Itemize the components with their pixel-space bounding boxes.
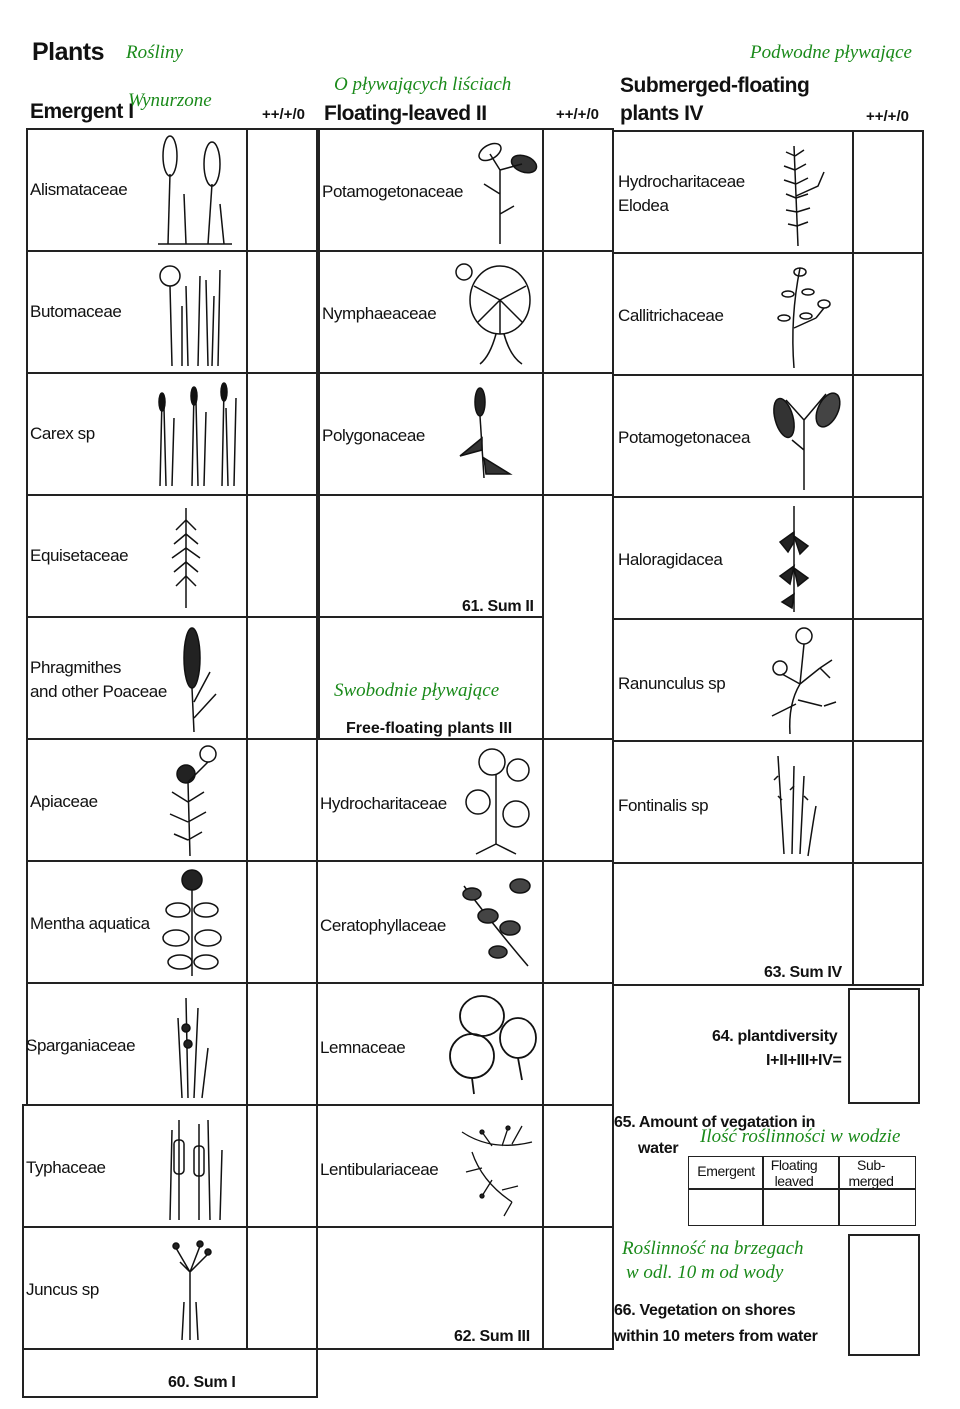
emergent-label: Juncus sp <box>26 1280 99 1299</box>
floating-mark-cell[interactable] <box>542 128 614 252</box>
rush-icon <box>160 1232 242 1344</box>
submerged-label: Potamogetonacea <box>618 428 750 447</box>
shores-line2: within 10 meters from water <box>614 1328 818 1345</box>
pondweed-icon <box>764 380 850 492</box>
submerged-mark-cell[interactable] <box>852 618 924 742</box>
shores-line1: 66. Vegetation on shores <box>614 1302 796 1319</box>
free-floating-mark-cell[interactable] <box>542 982 614 1106</box>
free-floating-mark-cell[interactable] <box>542 738 614 862</box>
col-header-submerged-line2: plants IV <box>620 102 704 125</box>
horsetail-icon <box>148 500 242 612</box>
emergent-label: Carex sp <box>30 424 95 443</box>
hornwort-icon <box>454 866 542 978</box>
submerged-label: Ranunculus sp <box>618 674 726 693</box>
col-marks-floating: ++/+/0 <box>556 106 599 123</box>
emergent-mark-cell[interactable] <box>246 372 318 496</box>
duckweed-icon <box>442 990 542 1096</box>
pondweed-icon <box>470 134 542 246</box>
submerged-mark-cell[interactable] <box>852 740 924 864</box>
emergent-mark-cell[interactable] <box>246 128 318 252</box>
submerged-mark-cell[interactable] <box>852 496 924 620</box>
sum-iv-cell[interactable] <box>852 862 924 986</box>
floating-label: Potamogetonaceae <box>322 182 464 201</box>
emergent-mark-cell[interactable] <box>246 982 318 1106</box>
emergent-mark-cell[interactable] <box>246 860 318 984</box>
amount-floating-input[interactable] <box>762 1188 840 1226</box>
shores-title-pl-line2: w odl. 10 m od wody <box>626 1262 784 1283</box>
amount-submerged-label-line2: merged <box>848 1173 894 1189</box>
emergent-label: Equisetaceae <box>30 546 129 565</box>
col-header-floating-pl: O pływających liściach <box>334 74 512 95</box>
emergent-mark-cell[interactable] <box>246 494 318 618</box>
col-header-emergent: Emergent I <box>30 100 134 123</box>
free-floating-mark-cell[interactable] <box>542 1104 614 1228</box>
knotweed-icon <box>450 378 542 490</box>
emergent-label-line1: Phragmithes <box>30 658 122 677</box>
amount-vegetation-line2: water <box>638 1140 679 1157</box>
col-header-submerged-line1: Submerged-floating <box>620 74 810 97</box>
flowering-rush-icon <box>148 256 242 368</box>
submerged-mark-cell[interactable] <box>852 130 924 254</box>
emergent-label-line2: and other Poaceae <box>30 682 167 701</box>
free-floating-header: Free-floating plants III <box>346 720 513 737</box>
reed-icon <box>170 622 242 734</box>
arrowhead-plant-icon <box>148 134 242 246</box>
col-header-emergent-pl: Wynurzone <box>128 90 212 111</box>
sum-ii-label: 61. Sum II <box>462 598 534 615</box>
plant-diversity-line2: I+II+III+IV= <box>766 1052 842 1069</box>
emergent-label: Sparganiaceae <box>26 1036 136 1055</box>
mint-icon <box>160 866 242 978</box>
bur-reed-icon <box>168 988 242 1100</box>
submerged-label-line2: Elodea <box>618 196 669 215</box>
plant-diversity-cell[interactable] <box>848 988 920 1104</box>
submerged-mark-cell[interactable] <box>852 252 924 376</box>
submerged-label: Haloragidacea <box>618 550 723 569</box>
col-marks-submerged: ++/+/0 <box>866 108 909 125</box>
col-marks-emergent: ++/+/0 <box>262 106 305 123</box>
amount-submerged-label-line1: Sub- <box>857 1157 885 1173</box>
amount-vegetation-line1: 65. Amount of vegatation in <box>614 1114 816 1131</box>
emergent-label: Typhaceae <box>26 1158 106 1177</box>
sum-iii-label: 62. Sum III <box>454 1328 530 1345</box>
shores-cell[interactable] <box>848 1234 920 1356</box>
emergent-label: Alismataceae <box>30 180 128 199</box>
amount-emergent-input[interactable] <box>688 1188 764 1226</box>
emergent-mark-cell[interactable] <box>246 1226 318 1350</box>
page-title: Plants <box>32 38 105 66</box>
emergent-mark-cell[interactable] <box>246 616 318 740</box>
umbel-icon <box>160 742 242 858</box>
emergent-mark-cell[interactable] <box>246 1104 318 1228</box>
emergent-label: Apiaceae <box>30 792 98 811</box>
amount-emergent-label: Emergent <box>697 1163 755 1179</box>
moss-icon <box>764 746 850 858</box>
amount-submerged-input[interactable] <box>838 1188 916 1226</box>
free-floating-label: Ceratophyllaceae <box>320 916 446 935</box>
elodea-icon <box>764 136 850 248</box>
submerged-label: Fontinalis sp <box>618 796 709 815</box>
free-floating-label: Lemnaceae <box>320 1038 406 1057</box>
emergent-label: Butomaceae <box>30 302 122 321</box>
water-crowfoot-icon <box>760 624 850 736</box>
amount-floating-label-line2: leaved <box>774 1173 814 1189</box>
starwort-icon <box>764 258 850 370</box>
emergent-label: Mentha aquatica <box>30 914 150 933</box>
emergent-mark-cell[interactable] <box>246 738 318 862</box>
amount-vegetation-pl: Ilość roślinności w wodzie <box>700 1126 901 1147</box>
plant-diversity-line1: 64. plantdiversity <box>712 1028 838 1045</box>
submerged-label-line1: Hydrocharitaceae <box>618 172 745 191</box>
submerged-label: Callitrichaceae <box>618 306 724 325</box>
floating-mark-cell[interactable] <box>542 372 614 496</box>
amount-floating-label-line1: Floating <box>770 1157 818 1173</box>
free-floating-label: Hydrocharitaceae <box>320 794 447 813</box>
free-floating-label: Lentibulariaceae <box>320 1160 439 1179</box>
bladderwort-icon <box>452 1112 542 1222</box>
water-lily-icon <box>450 256 542 368</box>
col-header-floating: Floating-leaved II <box>324 102 487 125</box>
milfoil-icon <box>764 502 850 614</box>
cattail-icon <box>160 1110 242 1222</box>
floating-mark-cell[interactable] <box>542 250 614 374</box>
shores-title-pl-line1: Roślinność na brzegach <box>622 1238 804 1259</box>
sum-i-label: 60. Sum I <box>168 1374 236 1391</box>
emergent-mark-cell[interactable] <box>246 250 318 374</box>
floating-label: Nymphaeaceae <box>322 304 437 323</box>
sedge-icon <box>148 378 242 490</box>
frogbit-icon <box>456 744 542 856</box>
sum-iii-cell[interactable] <box>542 1226 614 1350</box>
col-header-submerged-pl: Podwodne pływające <box>750 42 912 63</box>
free-floating-mark-cell[interactable] <box>542 860 614 984</box>
submerged-mark-cell[interactable] <box>852 374 924 498</box>
free-floating-header-pl: Swobodnie pływające <box>334 680 500 701</box>
page-title-pl: Rośliny <box>126 42 183 63</box>
sum-iv-label: 63. Sum IV <box>764 964 842 981</box>
floating-label: Polygonaceae <box>322 426 425 445</box>
